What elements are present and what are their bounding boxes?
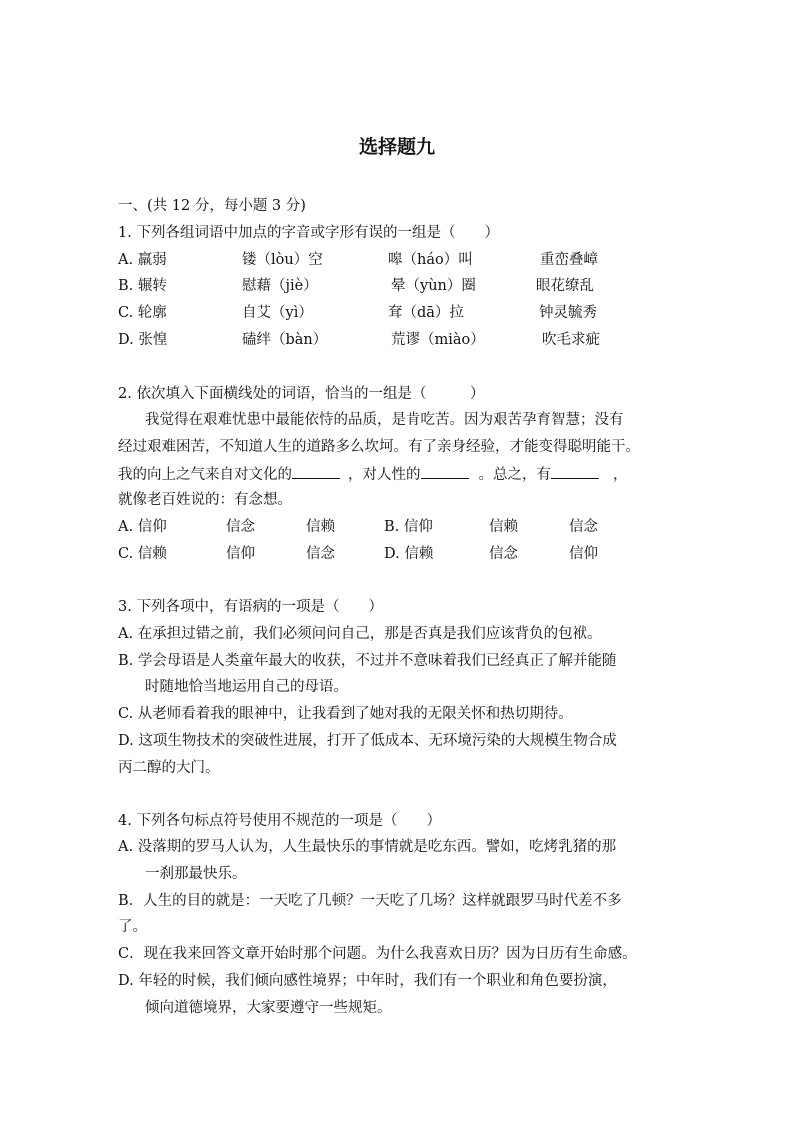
- answer-blank: [292, 464, 340, 479]
- q2-option-row: [118, 544, 678, 564]
- q2-option-cell: C. 信赖: [118, 546, 167, 562]
- q1-stem: 1. 下列各组词语中加点的字音或字形有误的一组是（ ）: [118, 225, 499, 241]
- q2-option-cell: D. 信赖: [384, 546, 434, 562]
- q2-passage-text: ，对人性的: [348, 467, 421, 483]
- q2-option-cell: 信仰: [226, 546, 255, 562]
- q1-option-row: [118, 303, 678, 323]
- q2-option-cell: 信赖: [306, 519, 335, 535]
- q4-option-d: D. 年轻的时候，我们倾向感性境界；中年时，我们有一个职业和角色要扮演，: [118, 973, 617, 989]
- q1-option-cell: 重峦叠嶂: [540, 252, 598, 268]
- q2-option-cell: 信念: [226, 519, 255, 535]
- q4-option-b: B．人生的目的就是：一天吃了几顿？一天吃了几场？这样就跟罗马时代差不多: [118, 893, 622, 909]
- q2-option-cell: 信念: [306, 546, 335, 562]
- q4-option-a: A. 没落期的罗马人认为，人生最快乐的事情就是吃东西。譬如，吃烤乳猪的那: [118, 839, 617, 855]
- q3-option-c: C. 从老师看着我的眼神中，让我看到了她对我的无限关怀和热切期待。: [118, 706, 573, 722]
- q1-option-cell: 磕绊（bàn）: [242, 332, 328, 348]
- q2-passage-line: [118, 464, 628, 485]
- answer-blank: [551, 464, 599, 479]
- q3-option-a: A. 在承担过错之前，我们必须问问自己，那是否真是我们应该背负的包袱。: [118, 626, 602, 642]
- q1-option-cell: A. 羸弱: [118, 252, 167, 268]
- q4-option-a-cont: 一刹那最快乐。: [145, 866, 247, 882]
- q1-option-cell: 晕（yùn）圈: [391, 278, 476, 294]
- q2-passage-text: 。总之，有: [478, 467, 551, 483]
- q2-passage-line: 就像老百姓说的：有念想。: [118, 492, 292, 508]
- q1-option-cell: 耷（dā）拉: [388, 305, 464, 321]
- q1-option-cell: 吹毛求疵: [542, 332, 600, 348]
- q2-option-cell: B. 信仰: [384, 519, 433, 535]
- q1-option-cell: D. 张惶: [118, 332, 168, 348]
- q1-option-cell: 慰藉（jiè）: [242, 278, 318, 294]
- q2-option-row: [118, 517, 678, 537]
- q2-passage-line: 经过艰难困苦，不知道人生的道路多么坎坷。有了亲身经验，才能变得聪明能干。: [118, 439, 640, 455]
- q1-option-row: [118, 330, 678, 350]
- q2-stem: 2. 依次填入下面横线处的词语，恰当的一组是（ ）: [118, 386, 485, 402]
- q1-option-cell: 钟灵毓秀: [539, 305, 597, 321]
- page-title: 选择题九: [358, 136, 435, 158]
- q2-option-cell: 信念: [569, 519, 598, 535]
- q3-option-b: B. 学会母语是人类童年最大的收获，不过并不意味着我们已经真正了解并能随: [118, 653, 617, 669]
- q3-option-d: D. 这项生物技术的突破性进展，打开了低成本、无环境污染的大规模生物合成: [118, 733, 617, 749]
- section-heading: 一、(共 12 分，每小题 3 分): [118, 198, 306, 214]
- q2-passage-text: ，: [613, 467, 628, 483]
- q2-option-cell: 信念: [489, 546, 518, 562]
- q1-option-row: [118, 276, 678, 296]
- q2-option-cell: 信仰: [569, 546, 598, 562]
- q3-stem: 3. 下列各项中，有语病的一项是（ ）: [118, 599, 383, 615]
- q1-option-cell: B. 辗转: [118, 278, 167, 294]
- q1-option-cell: 眼花缭乱: [536, 278, 594, 294]
- q1-option-row: [118, 250, 678, 270]
- q1-option-cell: 嗥（háo）叫: [388, 252, 473, 268]
- q4-option-b-cont: 了。: [118, 919, 147, 935]
- q1-option-cell: 荒谬（miào）: [391, 332, 485, 348]
- q4-option-d-cont: 倾向道德境界，大家要遵守一些规矩。: [145, 1000, 392, 1016]
- q2-option-cell: A. 信仰: [118, 519, 167, 535]
- q3-option-b-cont: 时随地恰当地运用自己的母语。: [145, 679, 348, 695]
- q4-option-c: C．现在我来回答文章开始时那个问题。为什么我喜欢日历？因为日历有生命感。: [118, 946, 637, 962]
- q1-option-cell: 自艾（yì）: [242, 305, 313, 321]
- q1-option-cell: 镂（lòu）空: [242, 252, 323, 268]
- q3-option-d-cont: 丙二醇的大门。: [118, 760, 220, 776]
- q2-option-cell: 信赖: [489, 519, 518, 535]
- q1-option-cell: C. 轮廓: [118, 305, 167, 321]
- q2-passage-text: 我的向上之气来自对文化的: [118, 467, 292, 483]
- q2-passage-line: 我觉得在艰难忧患中最能依恃的品质，是肯吃苦。因为艰苦孕育智慧；没有: [145, 412, 624, 428]
- answer-blank: [421, 464, 469, 479]
- q4-stem: 4. 下列各句标点符号使用不规范的一项是（ ）: [118, 813, 441, 829]
